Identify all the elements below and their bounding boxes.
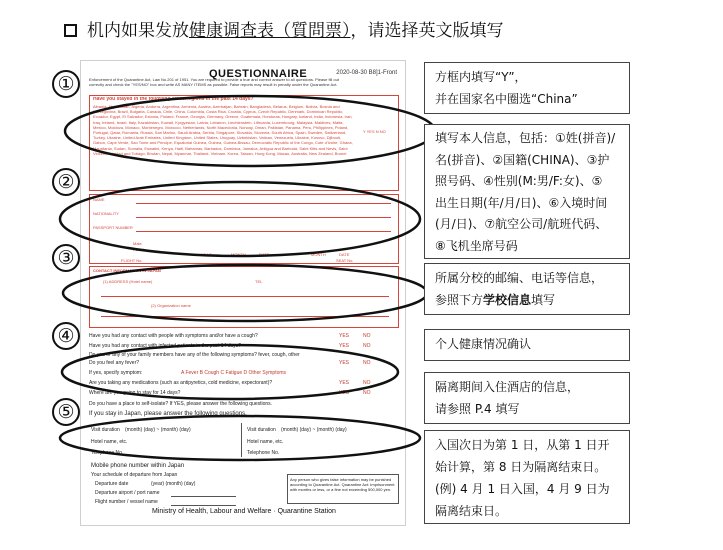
answer-no-3: NO xyxy=(363,360,371,366)
sex-male: Male xyxy=(133,241,142,246)
note-6-line-2: 始计算，第 8 日为隔离结束日。 xyxy=(435,460,607,474)
ellipse-2 xyxy=(60,182,420,256)
q-medication: Are you taking any medications (such as antipyretics, cold medicine, expectorant)? xyxy=(89,380,273,386)
note-6 xyxy=(424,430,630,524)
note-5-line-2: 请参照 P.4 填写 xyxy=(435,402,520,416)
heading-prefix: 机内如果发放 xyxy=(87,21,189,41)
form-intro: Enforcement of the Quarantine Act, Law No.201 of 1951. You are required to provide a true and correct answer to all questions. Please fill out correctly and check the "YES/NO" box and write AS MANY ITEMS as possible. False reports may result in penalty under the Quarantine Act. xyxy=(89,77,339,87)
month-day-2: (month) (day) ~ (month) (day) xyxy=(281,427,347,433)
countries-question: Have you stayed in the following areas/regions in the past 14 days? xyxy=(93,97,254,102)
heading-link: 健康调查表（質問票） xyxy=(189,21,351,41)
note-2 xyxy=(424,124,630,259)
answer-no-5: NO xyxy=(363,390,371,396)
q-home: Do you have a place to self-isolate? If YES, please answer the following questions. xyxy=(89,401,273,407)
q-infected: Have you had any contact with infected patients in the past 14 days? xyxy=(89,343,242,349)
nationality-label: NATIONALITY xyxy=(93,211,119,216)
marker-1: ① xyxy=(52,70,80,98)
marker-5: ⑤ xyxy=(52,398,80,426)
mobile-label: Mobile phone number within Japan xyxy=(91,463,185,469)
ellipse-1 xyxy=(65,96,435,166)
marker-4: ④ xyxy=(52,322,80,350)
answer-yes-3: YES xyxy=(339,360,350,366)
note-2-line-5: (月/日)、⑦航空公司/航班代码、 xyxy=(435,217,608,231)
organization-label: (2) Organization name xyxy=(151,303,191,308)
note-3-suffix: 填写 xyxy=(531,293,556,307)
q-symptoms: Do you or any of your family members have any of the following symptoms? fever, cough, other xyxy=(89,352,300,358)
note-5-line-1: 隔离期间入住酒店的信息， xyxy=(435,380,580,394)
countries-list: Albania, Afghanistan, Algeria, Andorra, Argentina, Armenia, Austria, Azerbaijan, Bahrain, Bangladesh, Belarus, Belgium, Bolivia, Bosnia and Herzegovina, Brazil, Bulgaria, Canada, Chile, China, Colombia, Costa Rica, Croatia, Cyprus, Czech Republic, Denmark, Dominican Republic, Ecuador, Egypt, El Salvador, Estonia, Finland, France, Georgia, Germany, Greece, Guatemala, Honduras, Hungary, Iceland, India, Indonesia, Iran, Iraq, Ireland, Israel, Italy, Kazakhstan, Kuwait, Kyrgyzstan, Latvia, Lebanon, Liechtenstein, Lithuania, Luxembourg, Malaysia, Maldives, Malta, Mexico, Moldova, Monaco, Montenegro, Morocco, Netherlands, North Macedonia, Norway, Oman, Pakistan, Panama, Peru, Philippines, Poland, Portugal, Qatar, Romania, Russia, San Marino, Saudi Arabia, Serbia, Singapore, Slovakia, Slovenia, South Africa, Spain, Sweden, Switzerland, Turkey, Ukraine, United Arab Emirates, United Kingdom, United States, Uruguay, Uzbekistan, Vatican, Venezuela, Ukraine, Kosovo, Djibouti, Gabon, Cape Verde, Sao Tome and Principe, Equatorial Guinea, Guinea, Guinea-Bissau, Democratic Republic of the Congo, Cote d'Ivoire, Ghana, Mauritania, Sudan, Somalia, Eswatini, Kenya, Haiti, Bahamas, Barbados, Dominica, Jamaica, Antigua and Barbuda, Saint Kitts and Nevis, Saint Vincent, Trinidad and Tobago, Bhutan, Nepal, Myanmar, Thailand, Vietnam, Korea, Taiwan, Hong Kong, Macau, Australia, New Zealand, Brunei xyxy=(93,104,353,156)
dob-year: YEAR xyxy=(201,252,212,257)
form-footer: Ministry of Health, Labour and Welfare · Quarantine Station xyxy=(152,508,336,515)
note-1 xyxy=(424,62,630,114)
contact-heading: CONTACT INFORMATION IN JAPAN xyxy=(93,268,161,273)
stay-heading: If you stay in Japan, please answer the following questions. xyxy=(89,411,247,417)
marker-3: ③ xyxy=(52,244,80,272)
note-1-line-1: 方框内填写“Y”， xyxy=(435,70,527,84)
note-3-prefix: 参照下方 xyxy=(435,293,484,307)
telephone-2: Telephone No. xyxy=(247,450,280,456)
ellipse-4 xyxy=(62,345,398,399)
dob-date: DATE xyxy=(259,252,270,257)
note-2-line-6: ⑧飞机坐席号码 xyxy=(435,238,518,253)
schedule-label: Your schedule of departure from Japan xyxy=(91,472,178,478)
q-contact: Have you had any contact with people with symptoms and/or have a cough? xyxy=(89,333,258,339)
hotel-name-1: Hotel name, etc. xyxy=(91,439,128,445)
note-6-line-3: (例) 4 月 1 日入国，4 月 9 日为 xyxy=(435,482,610,496)
heading-suffix: ，请选择英文版填写 xyxy=(350,21,504,41)
answer-no-1: NO xyxy=(363,333,371,339)
visit-duration-1: Visit duration xyxy=(91,427,120,433)
answer-yes-5: YES xyxy=(339,390,350,396)
note-2-line-3: 照号码、④性别(M:男/F:女)、⑤ xyxy=(435,174,603,188)
note-1-line-2: 并在国家名中圈选“China” xyxy=(435,92,578,106)
seat-label: SEAT No. xyxy=(336,258,354,263)
flight-vessel-label: Flight number / vessel name xyxy=(95,499,158,505)
note-2-line-1: 填写本人信息，包括：①姓(拼音)/ xyxy=(435,131,616,145)
form-title: QUESTIONNAIRE xyxy=(209,68,308,80)
dob-month: MONTH xyxy=(231,252,246,257)
passport-label: PASSPORT NUMBER xyxy=(93,225,133,230)
answer-yes-1: YES xyxy=(339,333,350,339)
marker-2: ② xyxy=(52,168,80,196)
q-specify: If yes, specify symptom: xyxy=(89,370,143,376)
departure-port-label: Departure airport / port name xyxy=(95,490,160,496)
form-code: 2020-08-30 B8]1-Front xyxy=(336,70,397,76)
answer-no-2: NO xyxy=(363,343,371,349)
month-day-1: (month) (day) ~ (month) (day) xyxy=(125,427,191,433)
address-label: (1) ADDRESS (Hotel name) xyxy=(103,279,153,284)
note-2-line-2: 名(拼音)、②国籍(CHINA)、③护 xyxy=(435,152,610,167)
symptom-options: A Fever B Cough C Fatigue D Other Symptoms xyxy=(181,370,287,376)
note-6-line-4: 隔离结束日。 xyxy=(435,504,508,518)
note-2-line-4: 出生日期(年/月/日)、⑥入境时间 xyxy=(435,195,608,210)
phone-label: TEL xyxy=(255,279,263,284)
penalty-note: Any person who gives false information may be punished according to Quarantine Act. Quarantine Act: Imprisonment with months or less, or a fine not exceeding 500,000 yen. xyxy=(287,474,399,504)
countries-yes-no: Y YES N NO xyxy=(363,129,386,134)
note-3-bold: 学校信息 xyxy=(483,293,532,307)
flight-label: FLIGHT No. xyxy=(121,258,143,263)
q-where: Where are you going to stay for 14 days? xyxy=(89,390,181,396)
departure-date-label: Departure date xyxy=(95,481,129,487)
telephone-1: Telephone No. xyxy=(91,450,124,456)
note-3 xyxy=(424,263,630,315)
q-fever: Do you feel any fever? xyxy=(89,360,140,366)
note-3-line-2 xyxy=(435,289,619,311)
hotel-name-2: Hotel name, etc. xyxy=(247,439,284,445)
answer-no-4: NO xyxy=(363,380,371,386)
ellipse-3 xyxy=(63,265,427,321)
note-6-line-1: 入国次日为第 1 日，从第 1 日开 xyxy=(435,438,610,452)
note-4-line-1: 个人健康情况确认 xyxy=(435,337,532,351)
note-3-line-1: 所属分校的邮编、电话等信息， xyxy=(435,271,604,285)
answer-yes-2: YES xyxy=(339,343,350,349)
answer-yes-4: YES xyxy=(339,380,350,386)
entry-month: MONTH xyxy=(311,252,326,257)
entry-date: DATE xyxy=(339,252,350,257)
departure-units: (year) (month) (day) xyxy=(151,481,196,487)
name-label: NAME xyxy=(93,197,105,202)
note-4 xyxy=(424,329,630,361)
ellipse-5 xyxy=(60,416,420,460)
sex-female: Female xyxy=(133,247,147,252)
note-5 xyxy=(424,372,630,424)
visit-duration-2: Visit duration xyxy=(247,427,276,433)
